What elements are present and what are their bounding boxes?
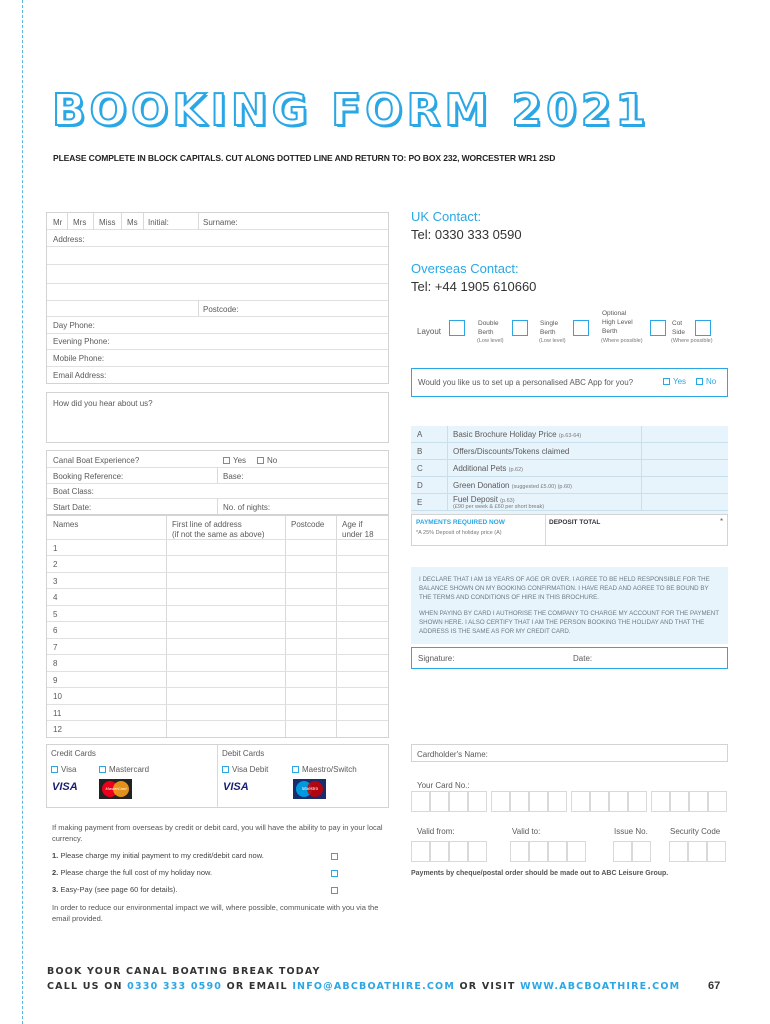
visa-debit-option[interactable]: Visa Debit: [222, 765, 268, 774]
start-date-field[interactable]: Start Date:: [53, 503, 92, 512]
table-row-line: [47, 588, 388, 589]
payments-required-label: PAYMENTS REQUIRED NOW: [416, 519, 505, 526]
high-level-berth-label: Optional High Level Berth: [602, 310, 633, 335]
table-row-line: [47, 605, 388, 606]
experience-no-option[interactable]: No: [257, 456, 277, 465]
signature-box[interactable]: [411, 647, 728, 669]
valid-to-label: Valid to:: [512, 827, 541, 836]
price-row-sub: (£90 per week & £60 per short break): [453, 504, 545, 510]
table-row[interactable]: 6: [53, 626, 58, 636]
double-berth-note: (Low level): [477, 338, 504, 344]
price-value-cell[interactable]: [641, 477, 728, 494]
cot-side-note: (Where possible): [671, 338, 713, 344]
date-digit-cell[interactable]: [468, 841, 487, 862]
cards-box: [46, 744, 389, 808]
price-table: [411, 426, 728, 546]
table-row[interactable]: 12: [53, 724, 62, 734]
price-row-label: Offers/Discounts/Tokens claimed: [453, 447, 570, 456]
deposit-footnote: *A 25% Deposit of holiday price (A): [416, 530, 502, 536]
table-row-line: [47, 638, 388, 639]
card-digit-cell[interactable]: [670, 791, 689, 812]
footer-email-link[interactable]: INFO@ABCBOATHIRE.COM: [292, 981, 455, 992]
card-number-field[interactable]: [411, 791, 728, 813]
card-digit-cell[interactable]: [689, 791, 708, 812]
initial-field[interactable]: Initial:: [148, 218, 169, 227]
title-miss-label[interactable]: Miss: [99, 218, 116, 227]
date-digit-cell[interactable]: [430, 841, 449, 862]
cot-side-label: Cot Side: [672, 320, 686, 336]
cardholder-name-field[interactable]: [411, 744, 728, 762]
payment-option-1-checkbox[interactable]: [331, 852, 341, 861]
table-row[interactable]: 9: [53, 675, 58, 685]
app-yes-option[interactable]: Yes: [663, 377, 686, 386]
date-digit-cell[interactable]: [688, 841, 707, 862]
double-berth-label: Double Berth: [478, 320, 499, 336]
payment-option-3-checkbox[interactable]: [331, 886, 341, 895]
visa-option[interactable]: Visa: [51, 765, 76, 774]
title-mr-label[interactable]: Mr: [53, 218, 63, 227]
footer-headline: BOOK YOUR CANAL BOATING BREAK TODAY: [47, 966, 321, 977]
layout-checkbox-2[interactable]: [512, 320, 528, 336]
debit-cards-label: Debit Cards: [222, 749, 265, 758]
mastercard-option[interactable]: Mastercard: [99, 765, 149, 774]
card-digit-cell[interactable]: [411, 791, 430, 812]
overseas-contact-title: Overseas Contact:: [411, 261, 519, 276]
table-row-line: [47, 720, 388, 721]
card-dates-field[interactable]: [411, 841, 728, 863]
nights-field[interactable]: No. of nights:: [223, 503, 271, 512]
uk-contact-title: UK Contact:: [411, 209, 482, 224]
table-row[interactable]: 2: [53, 560, 58, 570]
postcode-header: Postcode: [291, 520, 325, 529]
table-row-line: [47, 704, 388, 705]
app-question: Would you like us to set up a personalised ABC App for you?: [418, 378, 634, 387]
mobile-phone-field[interactable]: Mobile Phone:: [53, 354, 105, 363]
age-header: Age if under 18: [342, 520, 374, 539]
price-row-letter: B: [417, 447, 423, 456]
card-digit-cell[interactable]: [449, 791, 468, 812]
price-row[interactable]: [411, 426, 728, 443]
price-row-letter: A: [417, 430, 423, 439]
price-value-cell[interactable]: [641, 426, 728, 443]
table-row-line: [47, 654, 388, 655]
booking-reference-field[interactable]: Booking Reference:: [53, 472, 124, 481]
names-header: Names: [53, 520, 79, 529]
price-row[interactable]: [411, 477, 728, 494]
single-berth-label: Single Berth: [540, 320, 559, 336]
price-value-cell[interactable]: [641, 443, 728, 460]
card-digit-cell[interactable]: [548, 791, 567, 812]
payment-option-3[interactable]: 3. Easy-Pay (see page 60 for details).: [52, 885, 178, 894]
layout-section: [411, 306, 731, 356]
cardholder-name-label: Cardholder's Name:: [417, 750, 488, 759]
surname-field[interactable]: Surname:: [203, 218, 238, 227]
price-row-letter: D: [417, 481, 423, 490]
layout-label: Layout: [417, 327, 442, 336]
card-digit-cell[interactable]: [651, 791, 670, 812]
table-row[interactable]: 5: [53, 609, 58, 619]
credit-cards-label: Credit Cards: [51, 749, 96, 758]
price-value-cell[interactable]: [641, 494, 728, 511]
card-digit-cell[interactable]: [609, 791, 628, 812]
price-row-letter: C: [417, 464, 423, 473]
date-digit-cell[interactable]: [613, 841, 632, 862]
maestro-option[interactable]: Maestro/Switch: [292, 765, 357, 774]
hear-about-us-box[interactable]: [46, 392, 389, 443]
declaration-text-2: WHEN PAYING BY CARD I AUTHORISE THE COMPANY TO CHARGE MY ACCOUNT FOR THE PAYMENT SHOWN HERE. I ALSO CERTIFY THAT I AM THE PERSON BOOKING THE HOLIDAY AND THAT THE ADDRESS IS THE SAME AS FOR MY CREDIT CARD.: [419, 610, 719, 635]
table-row[interactable]: 10: [53, 692, 62, 702]
table-row[interactable]: 3: [53, 576, 58, 586]
signature-label: Signature:: [418, 654, 455, 663]
title-ms-label[interactable]: Ms: [127, 218, 138, 227]
price-row-letter: E: [417, 498, 423, 507]
card-digit-cell[interactable]: [468, 791, 487, 812]
names-table: [46, 514, 389, 738]
layout-checkbox-3[interactable]: [573, 320, 589, 336]
single-berth-note: (Low level): [539, 338, 566, 344]
visa-logo: VISA: [52, 781, 78, 793]
boat-class-field[interactable]: Boat Class:: [53, 487, 94, 496]
price-value-cell[interactable]: [641, 460, 728, 477]
table-row[interactable]: 1: [53, 544, 58, 553]
table-row-line: [47, 671, 388, 672]
checkbox[interactable]: [223, 457, 230, 464]
date-digit-cell[interactable]: [567, 841, 586, 862]
date-digit-cell[interactable]: [529, 841, 548, 862]
price-row-label: Basic Brochure Holiday Price (p.63-64): [453, 430, 582, 439]
deposit-total-label: DEPOSIT TOTAL: [549, 519, 601, 526]
date-digit-cell[interactable]: [632, 841, 651, 862]
app-no-option[interactable]: No: [696, 377, 716, 386]
date-digit-cell[interactable]: [548, 841, 567, 862]
card-digit-cell[interactable]: [491, 791, 510, 812]
payment-option-1[interactable]: 1. Please charge my initial payment to my credit/debit card now.: [52, 851, 264, 860]
app-question-box: [411, 368, 728, 397]
cheque-note: Payments by cheque/postal order should be made out to ABC Leisure Group.: [411, 870, 669, 877]
card-digit-cell[interactable]: [628, 791, 647, 812]
price-row-label: Green Donation (suggested £5.00) (p.60): [453, 481, 572, 490]
valid-from-label: Valid from:: [417, 827, 455, 836]
date-digit-cell[interactable]: [449, 841, 468, 862]
card-digit-cell[interactable]: [708, 791, 727, 812]
maestro-logo: Maestro: [293, 779, 326, 799]
declaration-text-1: I DECLARE THAT I AM 18 YEARS OF AGE OR OVER. I AGREE TO BE HELD RESPONSIBLE FOR THE BALANCE SHOWN ON MY BOOKING CONFIRMATION. I HAVE READ AND AGREE TO BE BOUND BY THE TERMS AND CONDITIONS OF HIRE IN THIS BROCHURE.: [419, 576, 710, 601]
layout-checkbox-5[interactable]: [695, 320, 711, 336]
payment-option-2-checkbox[interactable]: [331, 869, 341, 878]
cut-line: [22, 0, 23, 1024]
card-number-label: Your Card No.:: [417, 781, 470, 790]
card-digit-cell[interactable]: [590, 791, 609, 812]
overseas-contact-tel: Tel: +44 1905 610660: [411, 279, 537, 294]
table-row[interactable]: 8: [53, 659, 58, 669]
table-row-line: [47, 687, 388, 688]
table-row-line: [47, 539, 388, 540]
table-row[interactable]: 7: [53, 642, 58, 652]
experience-yes-option[interactable]: Yes: [223, 456, 246, 465]
title-mrs-label[interactable]: Mrs: [73, 218, 87, 227]
date-digit-cell[interactable]: [707, 841, 726, 862]
issue-no-label: Issue No.: [614, 827, 648, 836]
declaration-panel: [411, 567, 728, 644]
footer-phone[interactable]: 0330 333 0590: [127, 981, 223, 992]
table-row[interactable]: 11: [53, 708, 62, 718]
boat-details-box: [46, 450, 389, 516]
instructions: PLEASE COMPLETE IN BLOCK CAPITALS. CUT ALONG DOTTED LINE AND RETURN TO: PO BOX 232, WORCESTER WR1 2SD: [53, 153, 556, 163]
price-row[interactable]: [411, 460, 728, 477]
table-row-line: [47, 555, 388, 556]
postcode-field[interactable]: Postcode:: [203, 305, 239, 314]
price-row[interactable]: [411, 494, 728, 511]
address-header: First line of address (if not the same as above): [172, 520, 265, 539]
overseas-note: If making payment from overseas by credit or debit card, you will have the ability to pay in your local currency.: [52, 823, 383, 843]
address-field[interactable]: Address:: [53, 235, 85, 244]
card-digit-cell[interactable]: [510, 791, 529, 812]
environment-note: In order to reduce our environmental impact we will, where possible, communicate with you via the email provided.: [52, 903, 379, 923]
card-digit-cell[interactable]: [571, 791, 590, 812]
footer-website-link[interactable]: WWW.ABCBOATHIRE.COM: [520, 981, 681, 992]
date-digit-cell[interactable]: [411, 841, 430, 862]
table-row-line: [47, 572, 388, 573]
date-digit-cell[interactable]: [510, 841, 529, 862]
page-number: 67: [708, 980, 721, 992]
deposit-asterisk: *: [720, 517, 724, 526]
checkbox[interactable]: [257, 457, 264, 464]
price-row-label: Fuel Deposit (p.63): [453, 495, 515, 504]
mastercard-logo: MasterCard: [99, 779, 132, 799]
card-digit-cell[interactable]: [430, 791, 449, 812]
page-title: BOOKING FORM 2021: [52, 85, 650, 136]
high-level-berth-note: (Where possible): [601, 338, 643, 344]
price-row[interactable]: [411, 443, 728, 460]
table-row-line: [47, 621, 388, 622]
email-field[interactable]: Email Address:: [53, 371, 107, 380]
date-digit-cell[interactable]: [669, 841, 688, 862]
security-code-label: Security Code: [670, 827, 721, 836]
day-phone-field[interactable]: Day Phone:: [53, 321, 95, 330]
hear-about-us-label: How did you hear about us?: [53, 399, 153, 408]
card-digit-cell[interactable]: [529, 791, 548, 812]
layout-checkbox-4[interactable]: [650, 320, 666, 336]
evening-phone-field[interactable]: Evening Phone:: [53, 337, 110, 346]
personal-details-box: [46, 212, 389, 384]
footer-contact-line: CALL US ON 0330 333 0590 OR EMAIL INFO@ABCBOATHIRE.COM OR VISIT WWW.ABCBOATHIRE.COM: [47, 981, 681, 992]
visa-debit-logo: VISA: [223, 781, 249, 793]
layout-checkbox-1[interactable]: [449, 320, 465, 336]
experience-label: Canal Boat Experience?: [53, 456, 140, 465]
payment-option-2[interactable]: 2. Please charge the full cost of my holiday now.: [52, 868, 213, 877]
table-row[interactable]: 4: [53, 593, 58, 603]
price-row-label: Additional Pets (p.62): [453, 464, 523, 473]
uk-contact-tel: Tel: 0330 333 0590: [411, 227, 522, 242]
date-label: Date:: [573, 654, 593, 663]
base-field[interactable]: Base:: [223, 472, 244, 481]
